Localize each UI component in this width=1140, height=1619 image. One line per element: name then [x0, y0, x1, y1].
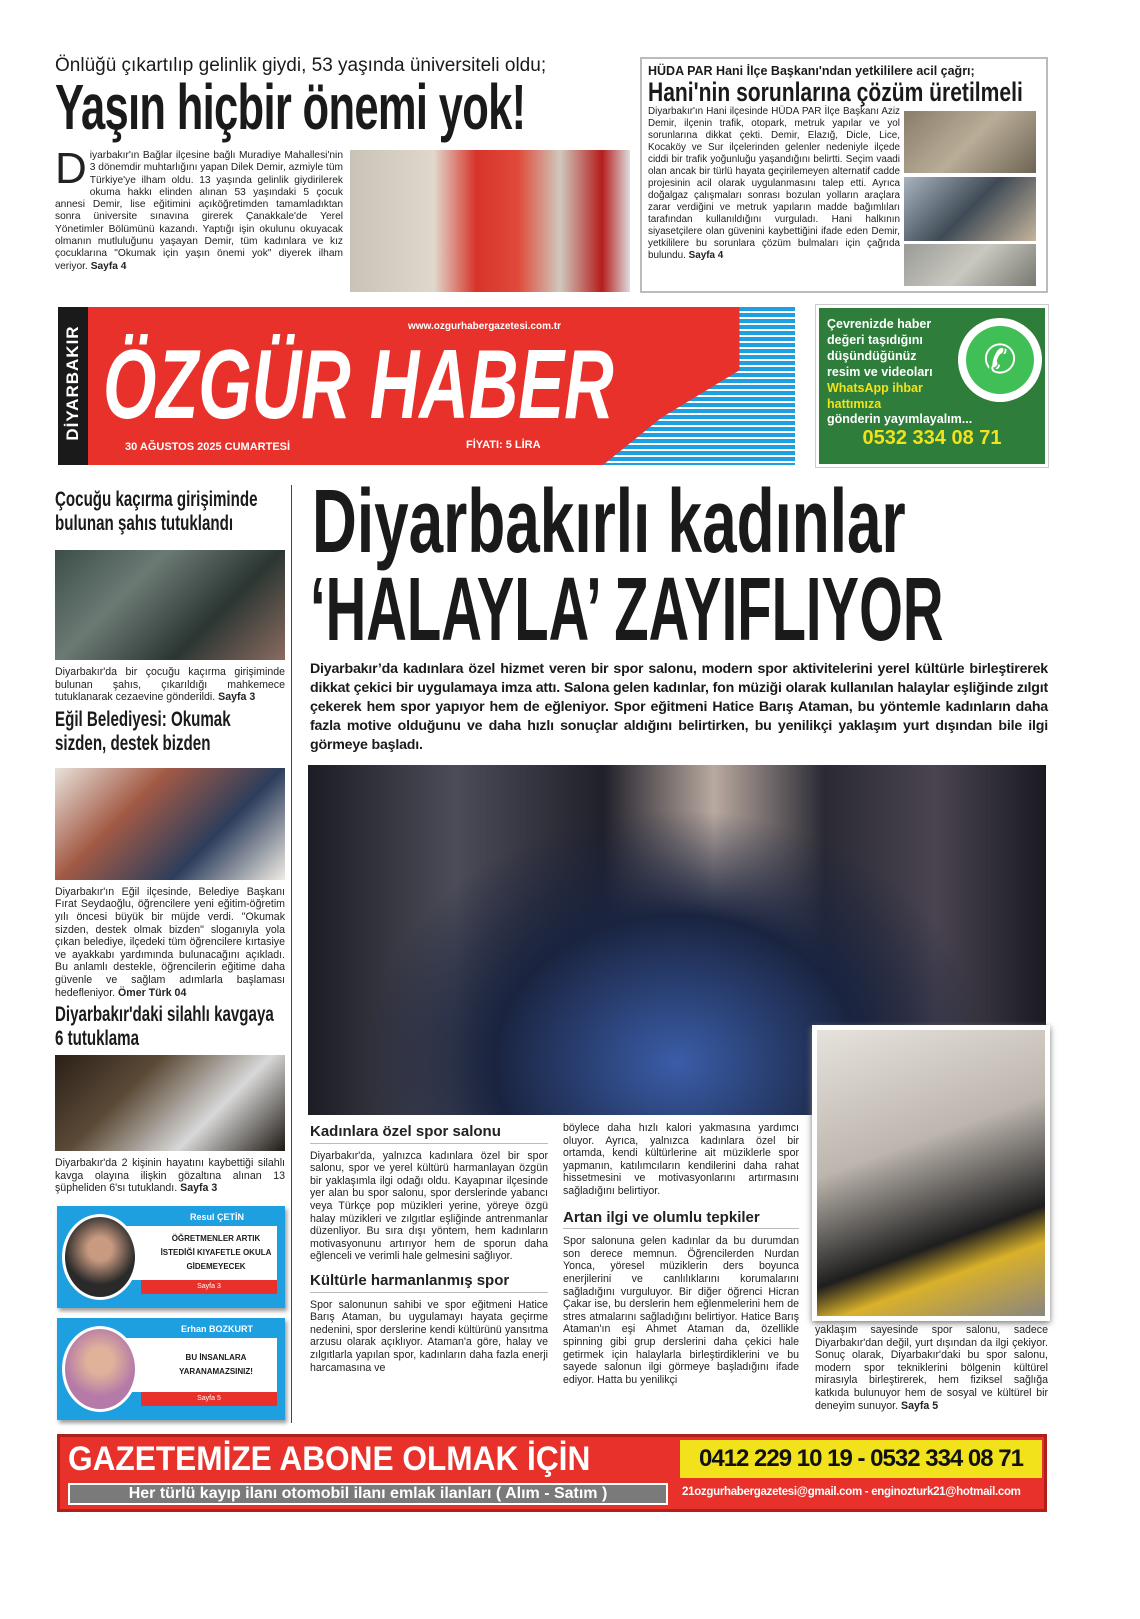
avatar: [62, 1326, 138, 1412]
sidebar-headline[interactable]: Çocuğu kaçırma girişiminde bulunan şahıs tutuklandı: [55, 488, 258, 535]
whatsapp-text: Çevrenizde haber değeri taşıdığını düşündüğünüz resim ve videoları: [827, 317, 933, 379]
whatsapp-phone[interactable]: 0532 334 08 71: [862, 427, 1002, 449]
hani-kicker: HÜDA PAR Hani İlçe Başkanı'ndan yetkililere acil çağrı;: [648, 64, 975, 78]
sidebar-headline[interactable]: Eğil Belediyesi: Okumak sizden, destek bizden: [55, 707, 231, 755]
page-ref[interactable]: Sayfa 3: [180, 1182, 218, 1195]
issue-date: 30 AĞUSTOS 2025 CUMARTESİ: [125, 441, 291, 453]
main-col-3: [815, 1324, 1048, 1412]
banner-ads: Her türlü kayıp ilanı otomobil ilanı emlak ilanları ( Alım - Satım ): [68, 1483, 668, 1505]
paragraph: Diyarbakır'da, yalnızca kadınlara özel bir spor salonu, spor ve yerel kültürü harmanlayan özgün bir yaklaşımla ilgi odağı oldu. Kayapınar ilçesinde yer alan bu spor salonu, spor derslerinde yabancı veya Türkçe pop müzikleri yerine, yöreye özgü halay müzikleri ve zılgıtlar eşliğinde antrenmanlar düzenliyor. Bu sıra dışı yöntem, hem kadınların motivasyonunu artırıyor hem de sporun daha eğlenceli ve verimli hale gelmesini sağlıyor.: [310, 1149, 548, 1263]
main-col-2: [563, 1122, 799, 1386]
column-page-ref: Sayfa 3: [141, 1280, 277, 1294]
page-ref[interactable]: Sayfa 3: [218, 691, 256, 704]
subheading: Kültürle harmanlanmış spor: [310, 1275, 548, 1293]
hani-body: Diyarbakır'ın Hani ilçesinde HÜDA PAR İlçe Başkanı Aziz Demir, ilçenin trafik, otopark, metruk yapılar ve yol sorunlarına dikkat çekti. Demir, Elazığ, Dicle, Lice, Kocaköy ve Sur ilçelerinden gelenler nedeniyle ilçede ciddi bir trafik yoğunluğu yaşandığını belirtti. Seçim vaadi olan ancak bir türlü hayata geçirilemeyen alternatif cadde projesinin acil olarak uygulanmasını talep etti. Ayrıca doğalgaz çalışmaları sonrası bozulan yolların araçlara zarar verdiğini ve metruk yapıların madde bağımlıları tarafından kullanıldığını vurguladı. Hani halkının siyasetçilere olan güvenini kaybettiğini ifade eden Demir, yetkililere bu sorunlara çözüm bulmaları için çağrıda bulundu.: [648, 106, 900, 261]
avatar: [62, 1214, 138, 1300]
photo-cctv: [55, 550, 285, 660]
top-story-kicker: Önlüğü çıkartılıp gelinlik giydi, 53 yaşında üniversiteli oldu;: [55, 55, 547, 76]
price: FİYATI: 5 LİRA: [466, 439, 541, 451]
photo-garbage: [904, 111, 1036, 173]
paragraph: Spor salonunun sahibi ve spor eğitmeni Hatice Barış Ataman, bu uygulamayı hayata geçirme nedenini, spor derslerine kendi kültürünü yansıtma arzusu olarak açıklıyor. Ataman'a göre, halay ve zılgıtlarla yapılan spor, kadınların daha fazla enerji harcamasına ve: [310, 1298, 548, 1374]
page-ref[interactable]: Sayfa 4: [90, 260, 127, 272]
main-headline-1[interactable]: Diyarbakırlı kadınlar: [312, 472, 906, 572]
column-title: ÖĞRETMENLER ARTIK İSTEDİĞİ KIYAFETLE OKULA GİDEMEYECEK: [160, 1234, 272, 1271]
page-ref[interactable]: Ömer Türk 04: [118, 986, 187, 999]
columnist-name: Resul ÇETİN: [189, 1212, 244, 1222]
website-link[interactable]: www.ozgurhabergazetesi.com.tr: [408, 321, 561, 332]
dropcap: D: [55, 144, 87, 193]
sidebar-body: Diyarbakır'da 2 kişinin hayatını kaybettiği silahlı kavga olayına ilişkin gözaltına alınan 13 şüpheliden 6'sı tutuklandı.: [55, 1157, 285, 1195]
hani-headline[interactable]: Hani'nin sorunlarına çözüm üretilmeli: [648, 77, 1023, 107]
photo-road: [904, 244, 1036, 286]
columnist-box[interactable]: [57, 1318, 285, 1420]
paragraph: Spor salonuna gelen kadınlar da bu durumdan son derece memnun. Öğrencilerden Nurdan Yonca, yöresel müziklerin ders boyunca enerjilerini ve canlılıklarını korumalarını sağladığını vurguluyor. Bir diğer öğrenci Hicran Çakar ise, bu derslerin hem eğlenmelerini hem de stres atmalarını sağladığını belirtiyor. Hatice Barış Ataman'ın eşi Ahmet Ataman da, özellikle spinning gibi grup derslerini daha çekici hale getirmek için halaylarla birleştirdiklerini ve bu sayede salonun ilgi görmeye başladığını ifade ediyor. Hatta bu yenilikçi: [563, 1235, 799, 1386]
whatsapp-text2: gönderin yayımlayalım...: [827, 412, 973, 426]
masthead: [58, 307, 795, 465]
whatsapp-box: [816, 305, 1048, 467]
column-title: BU İNSANLARA YARANAMAZSINIZ!: [179, 1353, 253, 1376]
photo-spinning: [812, 1025, 1050, 1321]
sidebar-headline[interactable]: Diyarbakır'daki silahlı kavgaya 6 tutuklama: [55, 1003, 274, 1051]
page-ref[interactable]: Sayfa 5: [901, 1399, 939, 1412]
photo-crime-scene: [55, 1055, 285, 1151]
banner-title: GAZETEMİZE ABONE OLMAK İÇİN: [68, 1440, 591, 1478]
column-page-ref: Sayfa 5: [141, 1392, 277, 1406]
top-story-body: iyarbakır'ın Bağlar ilçesine bağlı Muradiye Mahallesi'nin 3 dönemdir muhtarlığını yapan Dilek Demir, azmiyle tüm Türkiye'ye ilham oldu. 13 yaşında gelinlik giydirilerek okuma hakkı elinden alınan 53 yaşındaki 5 çocuk annesi Demir, lise eğitimini açıköğretimden tamamladıktan sonra üniversite sınavına girerek Çanakkale'de Yerel Yönetimler Bölümünü kazandı. Yaptığı işin okulunu okuyacak olmanın mutluluğunu yaşayan Demir, tüm kadınlara ve kız çocuklarına "Okumak için yaşın önemi yok" diyerek ilham veriyor.: [55, 150, 343, 272]
banner-phones[interactable]: 0412 229 10 19 - 0532 334 08 71: [680, 1440, 1042, 1478]
page-ref[interactable]: Sayfa 4: [688, 250, 724, 261]
masthead-city: DİYARBAKIR: [63, 325, 82, 441]
subheading: Artan ilgi ve olumlu tepkiler: [563, 1212, 799, 1230]
main-headline-2[interactable]: ‘HALAYLA’ ZAYIFLIYOR: [310, 560, 944, 660]
banner-emails[interactable]: 21ozgurhabergazetesi@gmail.com - enginozturk21@hotmail.com: [682, 1486, 1021, 1498]
sidebar-body: Diyarbakır'ın Eğil ilçesinde, Belediye Başkanı Fırat Seydaoğlu, öğrencilere yeni eğitim-öğretim yılı öncesi büyük bir müjde verdi. "Okumak sizden, destek olmak bizden" sloganıyla yola çıkan belediye, ilçedeki tüm öğrencilere kırtasiye ve ayakkabı yardımında bulunacağını açıkladı. Bu anlamlı destekle, öğrencilerin eğitime daha güvenle ve sağlam adımlarla başlaması hedefleniyor.: [55, 885, 285, 999]
main-col-1: [310, 1120, 548, 1374]
subheading: Kadınlara özel spor salonu: [310, 1126, 548, 1144]
sidebar: [55, 488, 285, 1198]
whatsapp-highlight: WhatsApp ihbar hattımıza: [827, 381, 923, 411]
photo-aziz-demir: [904, 177, 1036, 241]
photo-students: [55, 768, 285, 880]
top-story: [55, 55, 635, 295]
top-story-headline[interactable]: Yaşın hiçbir önemi yok!: [55, 71, 526, 143]
hani-story: [640, 57, 1048, 293]
newspaper-logo[interactable]: ÖZGÜR HABER: [103, 329, 614, 439]
columnist-name: Erhan BOZKURT: [181, 1324, 253, 1334]
sidebar-body: Diyarbakır'da bir çocuğu kaçırma girişiminde bulunan şahıs, çıkarıldığı mahkemece tutuklanarak cezaevine gönderildi.: [55, 666, 285, 704]
paragraph: böylece daha hızlı kalori yakmasına yardımcı oluyor. Ayrıca, yalnızca kadınlara özel bir ortamda, kendi kültürlerine ait müziklerle spor yapmanın, katılımcıların kendilerini daha rahat hissetmesini ve motivasyonlarını artırmasını sağladığını belirtiyor.: [563, 1122, 799, 1197]
main-lead: Diyarbakır’da kadınlara özel hizmet veren bir spor salonu, modern spor aktivitelerini yerel kültürle birleştirerek dikkat çekici bir uygulamaya imza attı. Salona gelen kadınlar, fon müziği olarak kullanılan halaylar eşliğinde zılgıt çekerek hem spor yapıyor hem de eğleniyor. Spor eğitmeni Hatice Barış Ataman, bu yöntemle kadınların daha fazla motive olduğunu ve daha hızlı sonuçlar aldığını belirtirken, bu yenilikçi yaklaşım yurt dışından bile ilgi görmeye başladı.: [310, 661, 1048, 753]
whatsapp-icon: ✆: [958, 318, 1042, 402]
column-divider: [291, 485, 292, 1423]
columnist-box[interactable]: [57, 1206, 285, 1308]
subscription-banner: [57, 1434, 1047, 1512]
photo-dilek-demir: [350, 150, 630, 292]
paragraph: yaklaşım sayesinde spor salonu, sadece Diyarbakır'dan değil, yurt dışından da ilgi çekiyor. Sonuç olarak, Diyarbakır'daki bu spor salonu, modern spor tekniklerini bölgenin kültürel mirasıyla birleştirerek, hem fiziksel sağlığa katkıda bulunuyor hem de sosyal ve kültürel bir deneyim sunuyor.: [815, 1324, 1048, 1412]
